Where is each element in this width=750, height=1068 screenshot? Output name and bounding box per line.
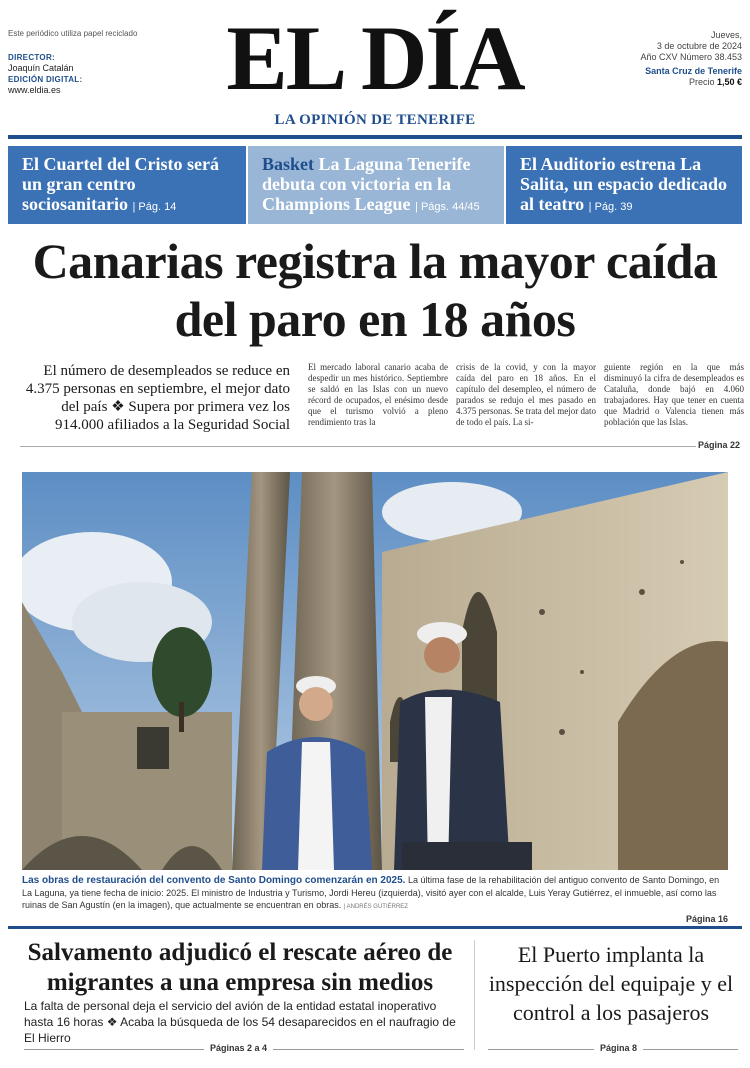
salvamento-page-ref: Páginas 2 a 4 [204,1043,273,1053]
teaser-basket[interactable] [248,146,504,224]
photo-credit: | ANDRÉS GUTIÉRREZ [343,904,408,910]
issue-number: Año CXV Número 38.453 [640,52,742,62]
lead-headline[interactable]: Canarias registra la mayor caída del paro en 18 años [32,233,718,347]
teaser-auditorio[interactable] [506,146,742,224]
issue-date: 3 de octubre de 2024 [656,41,742,51]
issue-info [640,30,742,88]
recycled-paper-note: Este periódico utiliza papel reciclado [8,29,138,38]
price-value: 1,50 € [716,77,742,87]
teaser-text: El Auditorio estrena La Salita, un espacio dedicado al teatro [520,154,728,214]
lead-body-col-1: El mercado laboral canario acaba de despedir un mes histórico. Septiembre se saldó en las Islas con un nuevo récord de ocupados, el enésimo desde que el turismo volvió a pleno rendimiento tras la [308,362,448,427]
bottom-divider [8,926,742,929]
teaser-text: La Laguna Tenerife debuta con victoria en la Champions League [262,154,471,214]
photo-caption [22,874,728,924]
puerto-headline[interactable]: El Puerto implanta la inspección del equipaje y el control a los pasajeros [488,942,734,1025]
caption-lead: Las obras de restauración del convento de Santo Domingo comenzarán en 2025. [22,875,406,886]
teaser-page: | Págs. 44/45 [415,201,480,213]
director-label: DIRECTOR: [8,53,55,62]
director-name: Joaquín Catalán [8,63,74,73]
lead-body-col-2: crisis de la covid, y con la mayor caída del paro en 18 años. En el capítulo del desempleo, el número de parados se redujo el mes pasado en 4.375 personas. Se trata del mejor dato de todo el país. La si- [456,362,596,427]
teaser-text: El Cuartel del Cristo será un gran centro sociosanitario [22,154,219,214]
issue-day: Jueves, [710,30,742,40]
caption-body: La última fase de la rehabilitación del antiguo convento de Santo Domingo, en La Laguna, ya tiene fecha de inicio: 2025. El ministro de Industria y Turismo, Jordi Hereu (izquierda), visitó ayer con el alcalde, Luis Yeray Gutiérrez, el inmueble, así como las ruinas de San Agustín (en la imagen), que actualmente se encuentran en obras. [22,875,720,910]
lead-page-ref: Página 22 [697,440,740,450]
teaser-page: | Pág. 14 [132,201,177,213]
teaser-page: | Pág. 39 [588,201,633,213]
salvamento-deck: La falta de personal deja el servicio del avión de la entidad estatal inoperativo hasta 16 horas ❖ Acaba la búsqueda de los 54 desaparecidos en el naufragio de El Hierro [24,999,456,1045]
price-label: Precio [688,77,715,87]
lead-divider [20,446,696,447]
puerto-page-ref: Página 8 [594,1043,643,1053]
lead-deck: El número de desempleados se reduce en 4.375 personas en septiembre, el mejor dato del país ❖ Supera por primera vez los 914.000 afiliados a la Seguridad Social [25,363,290,433]
teaser-kicker: Basket [262,154,315,174]
lead-body-col-3: guiente región en la que más disminuyó la cifra de desempleados es Cataluña, donde bajó en 4.060 trabajadores. Hay que tener en cuenta que Madrid o Valencia tienen más población que las Islas. [604,362,744,427]
digital-edition-url[interactable]: www.eldia.es [8,85,61,95]
issue-price [640,77,742,88]
photo-page-ref: Página 16 [685,914,728,924]
newspaper-logo: EL DÍA [226,7,524,109]
newspaper-subtitle: LA OPINIÓN DE TENERIFE [274,112,476,128]
column-divider [474,940,475,1050]
masthead-divider [8,135,742,139]
salvamento-headline[interactable]: Salvamento adjudicó el rescate aéreo de migrantes a una empresa sin medios [27,939,453,996]
teaser-cuartel[interactable] [8,146,246,224]
main-photo [22,472,728,870]
issue-city: Santa Cruz de Tenerife [645,66,742,76]
digital-edition-label: EDICIÓN DIGITAL: [8,75,83,84]
